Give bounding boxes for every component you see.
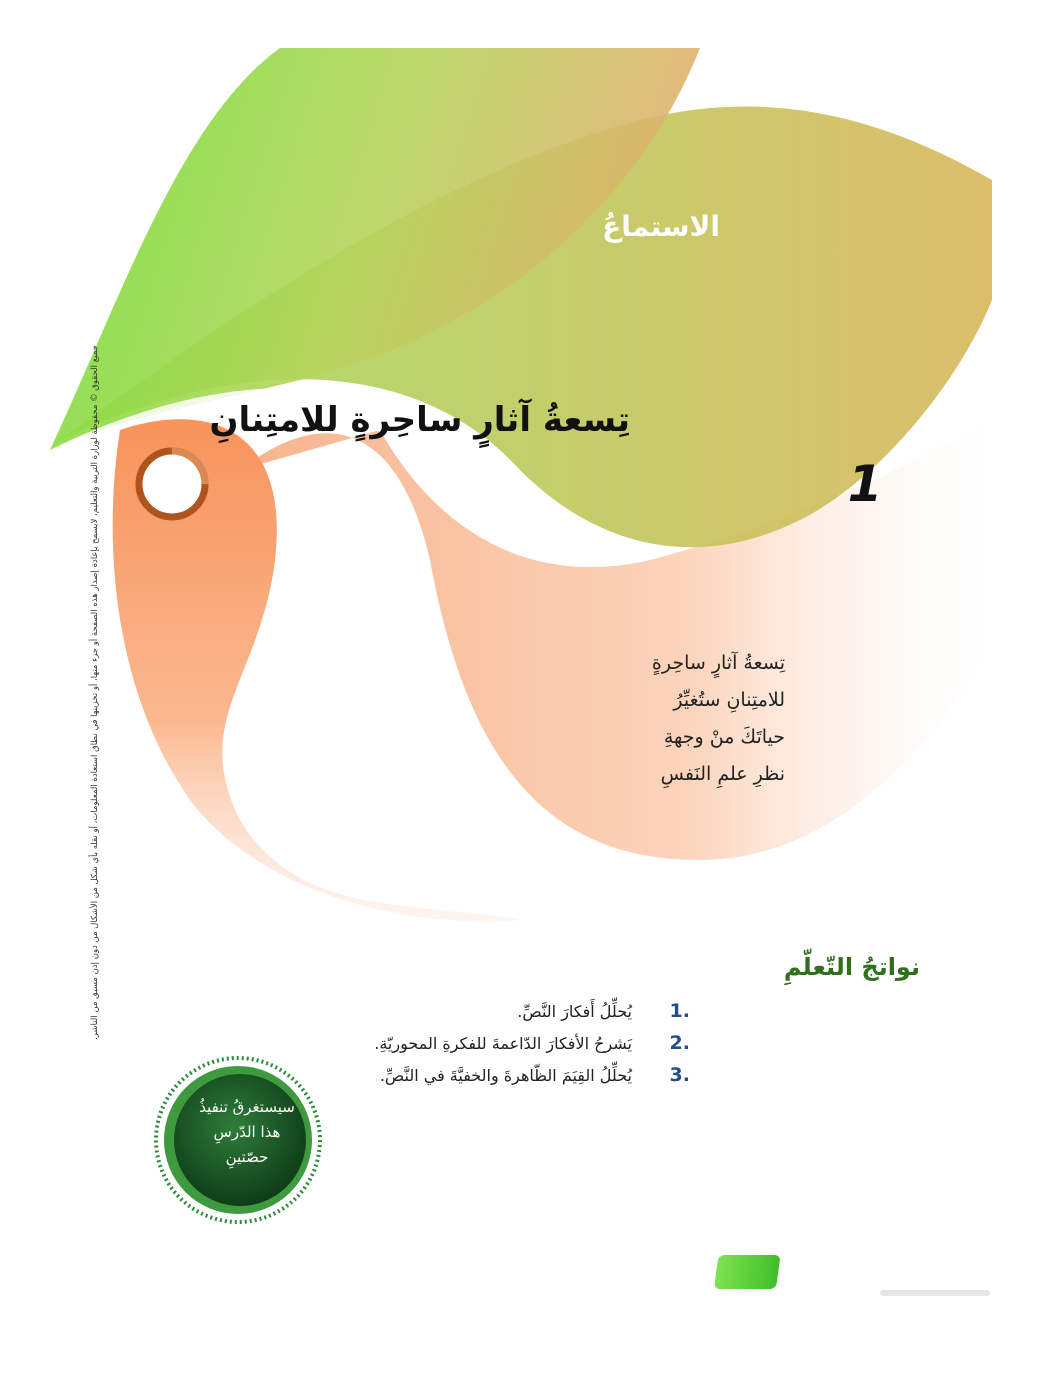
lesson-number: 1	[847, 455, 883, 513]
page-number: 56	[919, 1265, 937, 1281]
subtitle-line: نظرِ علمِ النَفسِ	[660, 763, 785, 785]
outcomes-title: نواتجُ التّعلّمِ	[783, 953, 920, 981]
badge-line: سيستغرقُ تنفيذُ	[199, 1098, 295, 1116]
outcome-number: 3.	[669, 1064, 690, 1086]
list-item	[300, 995, 690, 1027]
subtitle-line: للامتِنانِ ستُغيِّرُ	[673, 689, 785, 711]
list-item	[300, 1059, 690, 1091]
subtitle-line: حياتَكَ منْ وجهةِ	[663, 726, 785, 748]
outcome-number: 2.	[669, 1032, 690, 1054]
page-number-tab	[714, 1255, 781, 1289]
copyright-note: جميع الحقوق © محفوظة لوزارة التربية والتعليم، لايسمح بإعادة إصدار هذه الصفحة أو جزء منها، أو تخزينها في نطاق استعادة المعلومات، أو نقله بأي شكل من الأشكال من دون إذن مسبق من الناشر.	[90, 345, 100, 1040]
lesson-subtitle	[560, 645, 785, 793]
outcome-number: 1.	[669, 1000, 690, 1022]
badge-line: هذا الدّرسِ	[213, 1123, 281, 1141]
section-label: الاستماعُ	[602, 210, 720, 243]
outcome-text: يُحلِّلُ القِيَمَ الظّاهرةَ والخفيَّةَ في النَّصِّ.	[379, 1065, 632, 1085]
duration-badge-text	[182, 1095, 312, 1170]
subtitle-line: تِسعةُ آثارٍ ساحِرةٍ	[651, 652, 785, 674]
lesson-title: تِسعةُ آثارٍ ساحِرةٍ للامتِنانِ	[209, 400, 630, 440]
outcome-text: يَشرحُ الأفكارَ الدّاعمةَ للفكرةِ المحوريّةِ.	[374, 1033, 632, 1053]
badge-line: حصّتينِ	[225, 1148, 269, 1166]
list-item	[300, 1027, 690, 1059]
outcome-text: يُحلِّلُ أَفكارَ النَّصِّ.	[517, 1001, 632, 1021]
outcomes-list	[300, 995, 690, 1091]
